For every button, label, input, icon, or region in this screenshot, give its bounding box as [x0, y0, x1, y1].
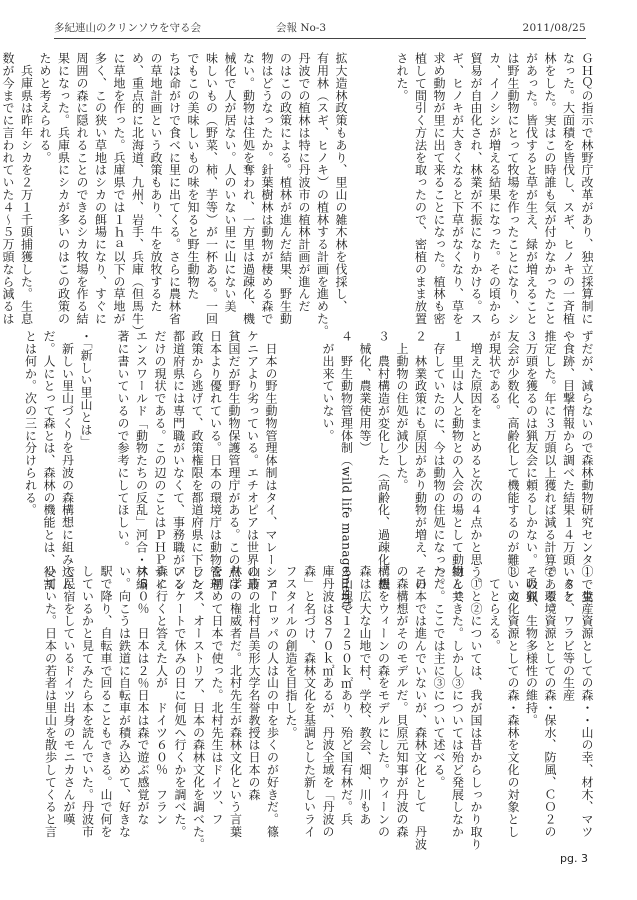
middle-right-text-block: ずだが、減らないので森林動物研究センターで糞 や食跡、目撃情報から調べた結果１４万頭いると 推定した。年に３万頭以上獲れば減る計算である。 ３万頭を獲るのは猟友会に頼るしかない。その猟 友会が少数化、高齢化して機能するのが難しいの が現状である。 増えた原因をまとめると次の４点かと思う。 １ 里山は人と動物との入会の場として動物と共 存していたのに、今は動物の住処になった。 ２ 林業政策にも原因があり動物が増え、その 上動物の住処が減少した。 ３ 農村構造が変化した（高齢化、過疎化、機 械化、農業使用等） ４ 野生動物管理体制（wild life management） が出来ていない。: [321, 330, 594, 619]
newsletter-org-name: 多紀連山のクリンソウを守る会: [54, 22, 201, 34]
lower-text-block: ① 生産資源としての森・・山の幸、材木、マツ タケ、ワラビ等の生産 ② 環境資源としての森・保水、防風、ＣＯ２の 吸収、生物多様性の維持。 ③ 文化資源としての森・森林を文化の対象とし てとらえる。 ①と②については、我が国は昔からしっかり取り 組んできた。しかし③については殆ど発展しなか った。ここでは主に③について述べる。 日本では進んでいないが、森林文化として 丹波 の森構想がそのモデルだ。貝原元知事が丹波の森 構想をウィーンの森をモデルにした。ウィーンの 森は広大な山地で村、学校、教会、畑、川もあ る山塊で１２５０ｋ㎡あり、殆ど国有林だ。兵 庫丹波は８７０ｋ㎡あるが、丹波全域を「丹波の 森」と名づけ、森林文化を基調とした新しいライ フスタイルの創造を目指した。 ヨーロッパの人は山の中を歩くのが好きだ。篠 山市の北村昌美形大学名誉教授は日本の森 林学の権威者だ。北村先生が森林文化という言葉 を初めて日本で使った。北村先生はドイツ、フ ランス、オーストリア、日本の森林文化を調べた。 アンケートで休みの日に何処へ行くかを調べた。 森に行くと答えた人が ドイツ６０％ フラン ス５０％ 日本は２％日本は森で遊ぶ感覚がな い。向こうは鉄道に自転車が積み込めて、好きな 駅で降り、自転車で回ることもできる。山で何を しているかと見てみたら本を読んでいた。丹波市 で民宿をしているドイツ出身のモニカさんが嘆 いていた。日本の若者は里山を散歩してくると言: [43, 565, 594, 851]
middle-left-text-block: 日本の野生動物管理体制はタイ、マレーシア、 ケニアより劣っている。エチオピアは世界の最 貧国だが野生動物保護管理庁がある。この点は 日本より優れている。日本の環境庁は動物管理 政策から逃げて、政策権限を都道府県に下した。 都道府県には専門職がいなくて、事務職がいる だけの現状である。この辺のことはＰＨＰサイ エンスワールド「動物たちの反乱」河合・林編 著に書いているので参考にしてほしい。 ・「新しい里山とは」 新しい里山づくりを丹波の森構想に組み込ん だ。人にとって森とは、森林の機能とは、役割 とは何か。次の三に分けられる。: [23, 330, 278, 603]
header-divider: [54, 38, 586, 39]
page-number: pg. 3: [560, 852, 588, 865]
upper-right-text-block: ＧＨＱの指示で林野庁改革があり、独立採算制に なった。大面積を皆伐し、スギ、ヒノキの一斉植 林をした。実はこの時誰も気が付かなかったこと があった。皆伐すると草が生え、緑が増えること は野生動物にとって牧場を作ったことになり、シ カ、イノシシが増える結果になった。その頃から 貿易が自由化され、林業が不振になりかける。ス ギ、ヒノキが大きくなると下草がなくなり、草を 求め動物が里に出て来ることになった。植林も密 植して間引く方法を取ったので、密植のまま放置 された。: [395, 52, 594, 325]
upper-left-text-block: 拡大造林政策もあり、里山の雑木林を伐採し、 有用林（スギ、ヒノキ）の植林する計画を進めた。 丹波での植林は特に丹波市の植林計画が進んだ のはこの政策による。植林が進んだ結果、野生動 物はどうなったか。針葉樹林は動物が棲める森で ない。動物は住処を奪われ、一方里は過疎化、機 械化で人が居ない。人のいない里に山にない美 味しいもの（野菜、柿、芋等）が一杯ある。一回 でもこの美味しいもの味を知ると野生動物た ちは命がけで食べに里に出てくる。さらに農林省 の草地計画という政策もあり、牛を放牧するた め、重点的に北海道、九州、岩手、兵庫（但馬牛） に草地を作った。兵庫県では１ｈａ以下の草地が 多く、この狭い草地はシカの餌場になり、すぐに 周囲の森に隠れることのできるシカ牧場を作る結 果になった。兵庫県にシカが多いのはこの政策の ためと考えられる。 兵庫県は昨年シカを２万１千頭捕獲した。生息 数が今までに言われていた４～５万頭なら減るは: [1, 52, 348, 338]
newsletter-issue: 会報 No-3: [276, 22, 327, 34]
newsletter-date: 2011/08/25: [522, 22, 586, 34]
page-header: [54, 20, 586, 36]
